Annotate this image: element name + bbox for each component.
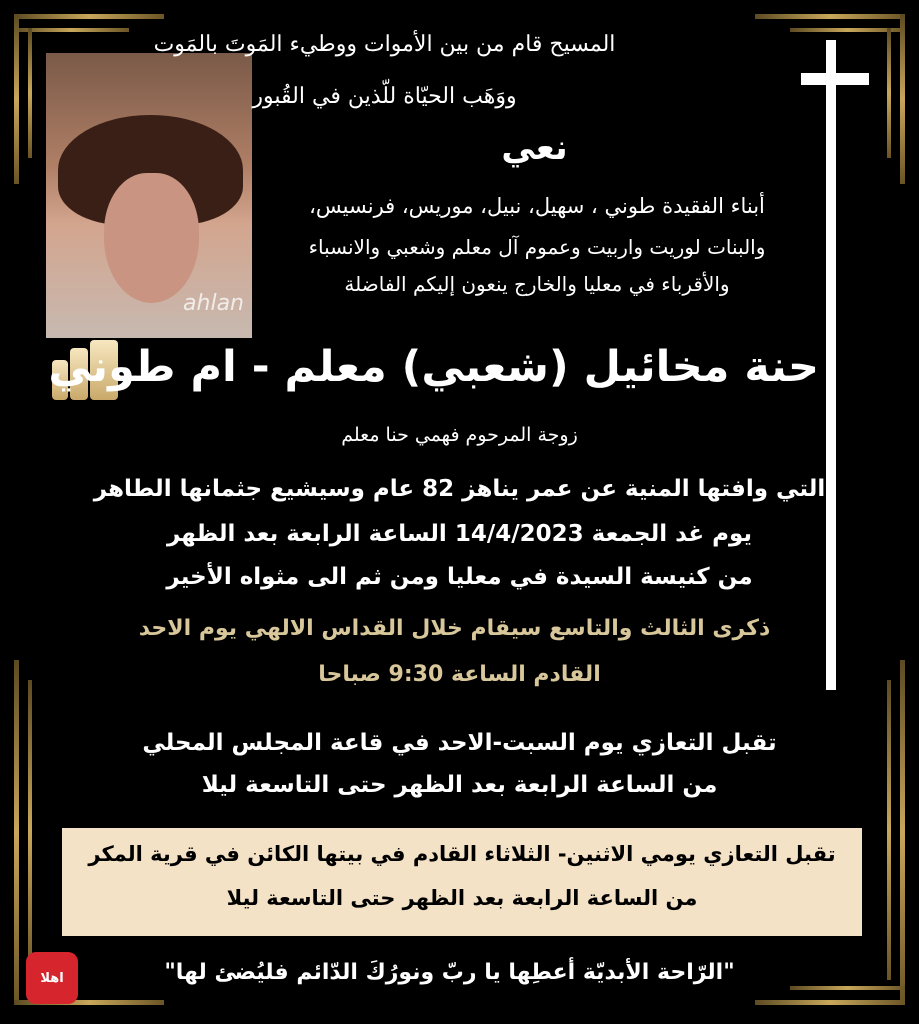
funeral-line-3: من كنيسة السيدة في معليا ومن ثم الى مثواه الأخير <box>166 564 753 590</box>
logo-text: اهلا <box>40 970 64 986</box>
verse-line-2: ووَهَب الحيّاة للّذين في القُبور <box>252 84 517 109</box>
memorial-line-1: ذكرى الثالث والتاسع سيقام خلال القداس الالهي يوم الاحد <box>138 616 771 641</box>
box-line-2: من الساعة الرابعة بعد الظهر حتى التاسعة ليلا <box>226 886 698 910</box>
mourners-line-2: والبنات لوريت واربيت وعموم آل معلم وشعبي والانسباء <box>308 235 766 259</box>
funeral-line-1: التي وافتها المنية عن عمر يناهز 82 عام وسيشيع جثمانها الطاهر <box>93 476 826 502</box>
condolence-line-1: تقبل التعازي يوم السبت-الاحد في قاعة المجلس المحلي <box>142 730 777 756</box>
verse-line-1: المسيح قام من بين الأموات ووطيء المَوتَ بالمَوت <box>153 32 616 57</box>
memorial-line-2: القادم الساعة 9:30 صباحا <box>318 662 601 687</box>
deceased-name: حنة مخائيل (شعبي) معلم - ام طوني <box>48 342 819 392</box>
mourners-line-3: والأقرباء في معليا والخارج ينعون إليكم الفاضلة <box>344 272 730 296</box>
photo-watermark: ahlan <box>183 291 244 316</box>
box-line-1: تقبل التعازي يومي الاثنين- الثلاثاء القادم في بيتها الكائن في قرية المكر <box>88 842 836 866</box>
spouse-line: زوجة المرحوم فهمي حنا معلم <box>341 424 578 446</box>
ahlan-logo[interactable] <box>26 952 78 1004</box>
notice-heading: نعي <box>501 128 568 168</box>
closing-prayer: "الرّاحة الأبديّة أعطِها يا ربّ ونورُكَ الدّائم فليُضئ لها" <box>164 960 735 985</box>
condolence-box <box>62 828 862 936</box>
funeral-line-2: يوم غد الجمعة 14/4/2023 الساعة الرابعة بعد الظهر <box>166 521 753 547</box>
mourners-line-1: أبناء الفقيدة طوني ، سهيل، نبيل، موريس، فرنسيس، <box>309 194 765 218</box>
condolence-line-2: من الساعة الرابعة بعد الظهر حتى التاسعة ليلا <box>201 772 718 798</box>
